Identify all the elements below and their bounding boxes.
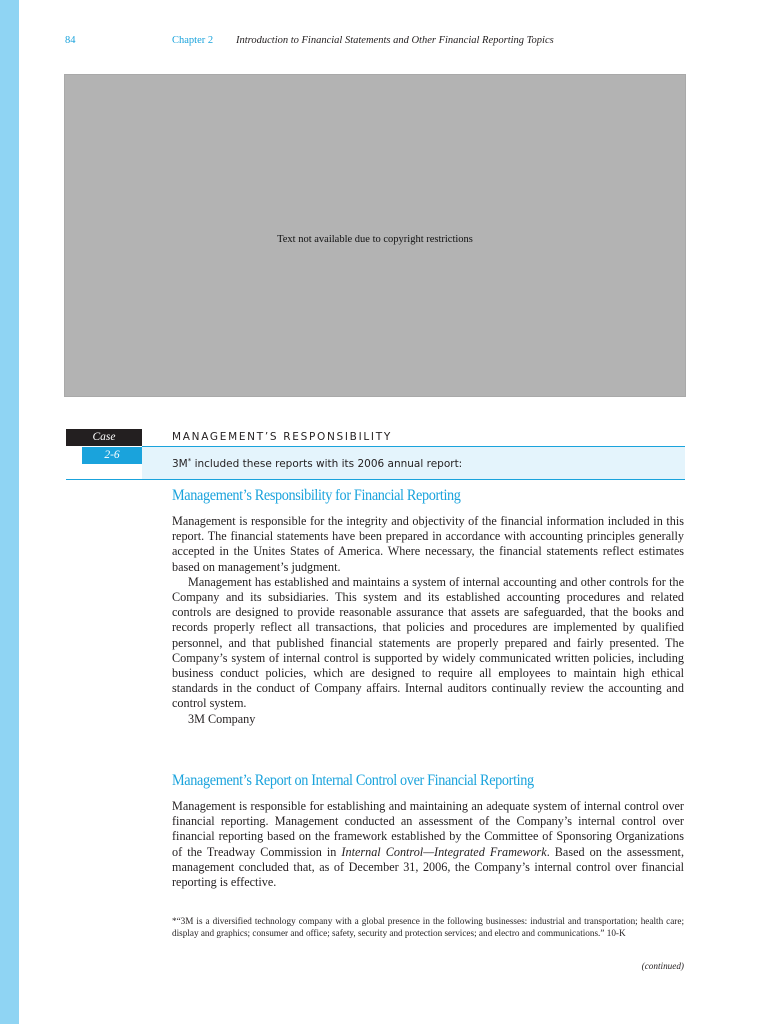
paragraph: Management has established and maintains a system of internal accounting and other controls for the Company and its subsidiaries. This system and its established accounting procedures and related controls are designed to provide reasonable assurance that assets are safeguarded, that the books and records properly reflect all transactions, that policies and procedures are implemented by qualified personnel, and that published financial statements are properly prepared and fairly presented. The Company’s system of internal control is supported by widely communicated written policies, including business conduct policies, which are designed to require all employees to maintain high ethical standards in the conduct of Company affairs. Internal auditors continually review the accounting and control system. xyxy=(172,574,684,711)
paragraph: Management is responsible for the integrity and objectivity of the financial information included in this report. The financial statements have been prepared in accordance with accounting principles generally accepted in the Unites States of America. Where necessary, the financial statements reflect estimates based on management’s judgment. xyxy=(172,514,684,574)
chapter-title: Introduction to Financial Statements and Other Financial Reporting Topics xyxy=(236,35,554,46)
page-edge-color-bar xyxy=(0,0,19,1024)
case-title: MANAGEMENT’S RESPONSIBILITY xyxy=(172,431,392,443)
case-intro-text: included these reports with its 2006 annual report: xyxy=(191,458,463,470)
paragraph-text: . Based on the assessment, management concluded that, as of December 31, 2006, the Company’s internal control over financial reporting is effective. xyxy=(172,844,684,890)
case-intro-rule xyxy=(66,479,685,480)
section-body-financial-reporting xyxy=(172,514,684,727)
case-number: 2-6 xyxy=(82,447,142,464)
page-number: 84 xyxy=(65,35,76,46)
case-tag: Case xyxy=(66,429,142,446)
section-body-internal-control xyxy=(172,799,684,890)
chapter-label: Chapter 2 xyxy=(172,35,214,46)
footnote-marker: * xyxy=(187,457,192,465)
copyright-notice: Text not available due to copyright restrictions xyxy=(277,234,473,245)
running-head xyxy=(0,35,768,49)
paragraph xyxy=(172,799,684,890)
continued-label: (continued) xyxy=(641,961,684,971)
copyright-placeholder-box xyxy=(64,74,686,397)
italic-publication-title: Internal Control—Integrated Framework xyxy=(341,844,547,859)
section-heading-internal-control: Management’s Report on Internal Control over Financial Reporting xyxy=(172,772,534,789)
case-intro-band xyxy=(142,447,685,479)
case-intro xyxy=(172,458,462,470)
paragraph-text: Management is responsible for establishing and maintaining an adequate system of internal control over financial reporting. Management conducted an assessment of the Company’s internal control over financial reporting based on the framework established by the Committee of Sponsoring Organizations of the Treadway Commission in xyxy=(172,799,684,859)
case-intro-company: 3M xyxy=(172,458,188,470)
footnote: *“3M is a diversified technology company with a global presence in the following businesses: industrial and transportation; health care; display and graphics; consumer and office; safety, security and protection services; and electro and communications.” 10-K xyxy=(172,916,684,939)
section-heading-financial-reporting: Management’s Responsibility for Financial Reporting xyxy=(172,487,461,504)
signature: 3M Company xyxy=(188,711,256,726)
